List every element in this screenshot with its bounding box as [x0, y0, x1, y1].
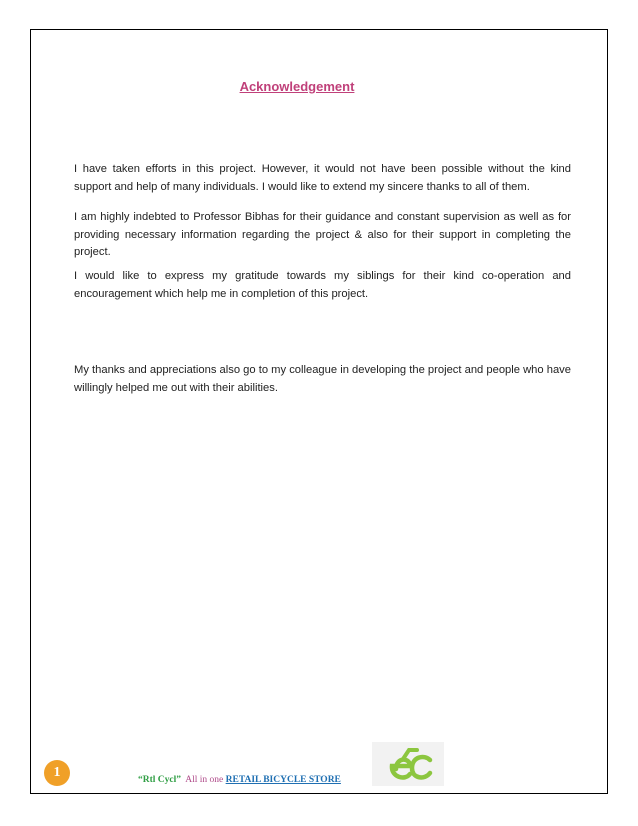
- page-title: Acknowledgement: [239, 79, 355, 94]
- paragraph-intro: I have taken efforts in this project. However, it would not have been possible without the kind support and help of many individuals. I would like to extend my sincere thanks to all of them.: [74, 163, 571, 193]
- footer-store-name: RETAIL BICYCLE STORE: [225, 775, 341, 785]
- paragraph-colleague: My thanks and appreciations also go to my colleague in developing the project and people who have willingly helped me out with their abilities.: [74, 364, 571, 394]
- footer-caption: [138, 775, 341, 785]
- paragraph-professor: I am highly indebted to Professor Bibhas for their guidance and constant supervision as well as for providing necessary information regarding the project & also for their support in completing the project.: [74, 211, 571, 258]
- paragraph-siblings: I would like to express my gratitude towards my siblings for their kind co-operation and encouragement which help me in completion of this project.: [74, 270, 571, 300]
- bicycle-logo-icon: [372, 742, 444, 786]
- footer-brand: “Rtl Cycl”: [138, 775, 182, 785]
- page-border: [30, 29, 608, 794]
- footer-tagline: All in one: [185, 775, 224, 785]
- page-number-badge: 1: [44, 760, 70, 786]
